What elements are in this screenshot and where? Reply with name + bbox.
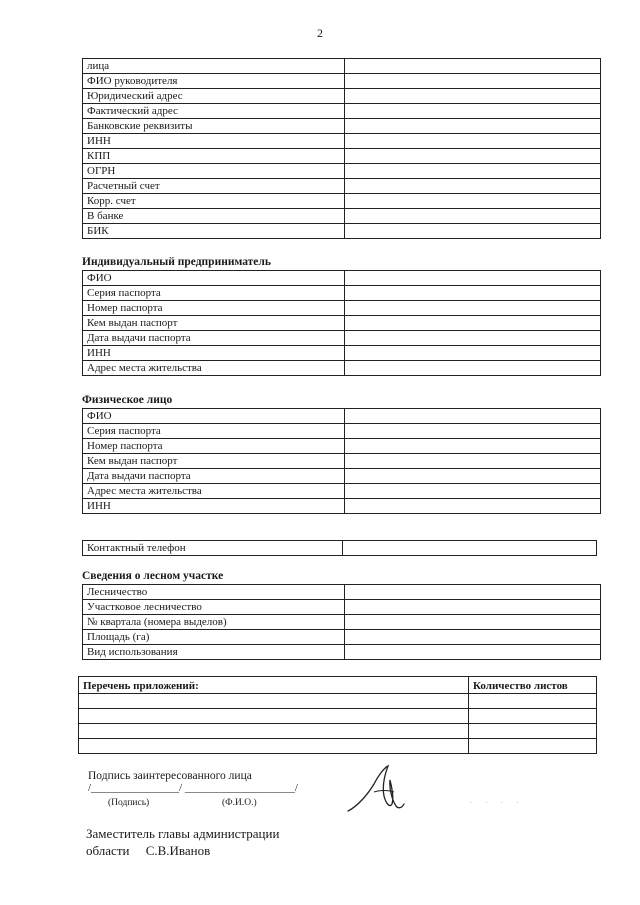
- field-label: Кем выдан паспорт: [83, 454, 345, 469]
- signature-caption: (Подпись): [108, 798, 150, 808]
- table-row: [83, 209, 601, 224]
- field-value[interactable]: [345, 149, 601, 164]
- field-label: Вид использования: [83, 645, 345, 660]
- signature-label: Подпись заинтересованного лица: [88, 770, 252, 782]
- table-row: [83, 454, 601, 469]
- field-value[interactable]: [345, 89, 601, 104]
- table-row: [83, 134, 601, 149]
- field-label: Корр. счет: [83, 194, 345, 209]
- field-label: Участковое лесничество: [83, 600, 345, 615]
- forest-table: [82, 584, 601, 660]
- field-label: Юридический адрес: [83, 89, 345, 104]
- field-label: Серия паспорта: [83, 424, 345, 439]
- table-row: [83, 271, 601, 286]
- field-value[interactable]: [345, 361, 601, 376]
- attachment-name-cell[interactable]: [79, 709, 469, 724]
- field-label: Расчетный счет: [83, 179, 345, 194]
- field-label: Номер паспорта: [83, 301, 345, 316]
- person-table: [82, 408, 601, 514]
- field-value[interactable]: [345, 615, 601, 630]
- field-value[interactable]: [345, 454, 601, 469]
- field-value[interactable]: [345, 424, 601, 439]
- table-row: [83, 104, 601, 119]
- sheet-count-header: Количество листов: [469, 677, 597, 694]
- field-value[interactable]: [345, 209, 601, 224]
- ip-table: [82, 270, 601, 376]
- table-row: [83, 119, 601, 134]
- table-row: [83, 499, 601, 514]
- field-label: Дата выдачи паспорта: [83, 331, 345, 346]
- table-row: [83, 361, 601, 376]
- field-label: № квартала (номера выделов): [83, 615, 345, 630]
- attachment-name-cell[interactable]: [79, 739, 469, 754]
- table-row: [83, 89, 601, 104]
- table-row: [83, 346, 601, 361]
- field-label: ИНН: [83, 346, 345, 361]
- ip-section-heading: Индивидуальный предприниматель: [82, 256, 271, 268]
- field-value[interactable]: [345, 224, 601, 239]
- field-value[interactable]: [345, 74, 601, 89]
- table-row: [83, 224, 601, 239]
- table-row: [83, 409, 601, 424]
- table-row: [83, 74, 601, 89]
- table-row: [83, 645, 601, 660]
- handwritten-signature: [344, 764, 406, 814]
- table-row: [83, 164, 601, 179]
- table-row: [83, 484, 601, 499]
- field-value[interactable]: [345, 585, 601, 600]
- field-label: Площадь (га): [83, 630, 345, 645]
- forest-section-heading: Сведения о лесном участке: [82, 570, 224, 582]
- field-label: В банке: [83, 209, 345, 224]
- field-value[interactable]: [345, 409, 601, 424]
- attachment-name-cell[interactable]: [79, 724, 469, 739]
- field-label: Адрес места жительства: [83, 361, 345, 376]
- signature-line[interactable]: /________________/ ____________________/: [88, 782, 298, 794]
- person-section-heading: Физическое лицо: [82, 394, 173, 406]
- contact-phone-value[interactable]: [343, 541, 597, 556]
- field-value[interactable]: [345, 439, 601, 454]
- name-caption: (Ф.И.О.): [222, 798, 257, 808]
- table-row: [83, 59, 601, 74]
- attachment-sheets-cell[interactable]: [469, 694, 597, 709]
- attachment-row: [79, 724, 597, 739]
- attachment-sheets-cell[interactable]: [469, 739, 597, 754]
- field-label: Адрес места жительства: [83, 484, 345, 499]
- field-label: Кем выдан паспорт: [83, 316, 345, 331]
- table-row: [83, 316, 601, 331]
- field-value[interactable]: [345, 301, 601, 316]
- table-row: [83, 630, 601, 645]
- table-row: [83, 331, 601, 346]
- field-value[interactable]: [345, 484, 601, 499]
- table-row: [83, 179, 601, 194]
- page-number: 2: [317, 26, 323, 40]
- field-label: БИК: [83, 224, 345, 239]
- attachment-row: [79, 739, 597, 754]
- contact-table: [82, 540, 597, 556]
- field-value[interactable]: [345, 164, 601, 179]
- field-label: Фактический адрес: [83, 104, 345, 119]
- table-row: [83, 194, 601, 209]
- field-value[interactable]: [345, 499, 601, 514]
- organization-table: [82, 58, 601, 239]
- field-value[interactable]: [345, 134, 601, 149]
- field-value[interactable]: [345, 331, 601, 346]
- table-row: [83, 439, 601, 454]
- field-value[interactable]: [345, 645, 601, 660]
- table-row: [83, 600, 601, 615]
- field-value[interactable]: [345, 469, 601, 484]
- field-value[interactable]: [345, 600, 601, 615]
- field-label: ОГРН: [83, 164, 345, 179]
- field-label: ИНН: [83, 134, 345, 149]
- table-row: [83, 286, 601, 301]
- attachment-row: [79, 709, 597, 724]
- table-row: [83, 469, 601, 484]
- field-value[interactable]: [345, 194, 601, 209]
- attachments-header-row: [79, 677, 597, 694]
- table-row: [83, 149, 601, 164]
- field-value[interactable]: [345, 104, 601, 119]
- attachment-row: [79, 694, 597, 709]
- field-value[interactable]: [345, 271, 601, 286]
- field-value[interactable]: [345, 630, 601, 645]
- attachments-table: [78, 676, 597, 754]
- field-label: ФИО: [83, 409, 345, 424]
- scan-specks: . . . .: [470, 797, 525, 805]
- field-label: КПП: [83, 149, 345, 164]
- field-value[interactable]: [345, 179, 601, 194]
- table-row: [83, 541, 597, 556]
- field-label: лица: [83, 59, 345, 74]
- attachment-sheets-cell[interactable]: [469, 709, 597, 724]
- field-value[interactable]: [345, 286, 601, 301]
- attachment-sheets-cell[interactable]: [469, 724, 597, 739]
- field-label: Серия паспорта: [83, 286, 345, 301]
- field-label: ФИО руководителя: [83, 74, 345, 89]
- table-row: [83, 615, 601, 630]
- deputy-title: Заместитель главы администрации: [86, 826, 280, 841]
- field-value[interactable]: [345, 316, 601, 331]
- field-value[interactable]: [345, 119, 601, 134]
- attachment-name-cell[interactable]: [79, 694, 469, 709]
- attachments-list-header: Перечень приложений:: [79, 677, 469, 694]
- field-label: ФИО: [83, 271, 345, 286]
- table-row: [83, 424, 601, 439]
- contact-phone-label: Контактный телефон: [83, 541, 343, 556]
- field-label: Номер паспорта: [83, 439, 345, 454]
- field-label: Банковские реквизиты: [83, 119, 345, 134]
- field-label: ИНН: [83, 499, 345, 514]
- field-value[interactable]: [345, 346, 601, 361]
- field-value[interactable]: [345, 59, 601, 74]
- field-label: Дата выдачи паспорта: [83, 469, 345, 484]
- table-row: [83, 301, 601, 316]
- field-label: Лесничество: [83, 585, 345, 600]
- deputy-name: области С.В.Иванов: [86, 843, 211, 858]
- table-row: [83, 585, 601, 600]
